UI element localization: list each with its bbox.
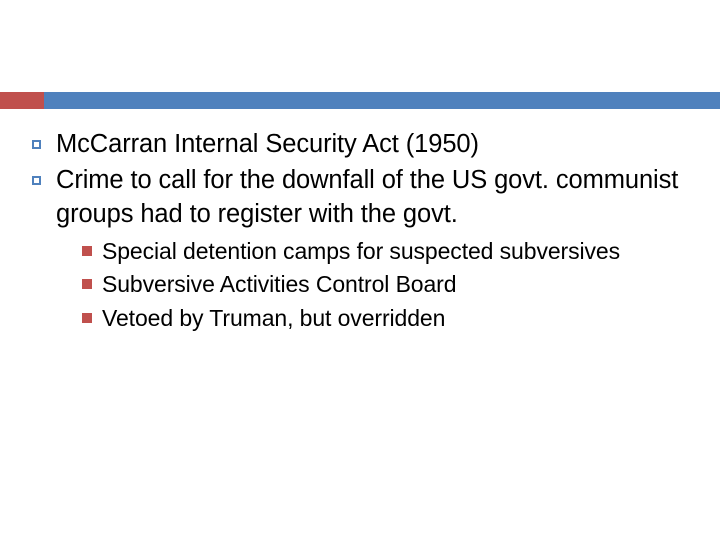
square-filled-bullet-icon bbox=[82, 246, 92, 256]
bullet-item bbox=[30, 128, 690, 162]
header-accent-right bbox=[44, 92, 720, 109]
bullet-text: Crime to call for the downfall of the US govt. communist groups had to register with the govt. bbox=[56, 165, 679, 228]
sub-bullet-item bbox=[80, 303, 690, 334]
bullet-item bbox=[30, 164, 690, 334]
square-filled-bullet-icon bbox=[82, 279, 92, 289]
sub-bullet-item bbox=[80, 269, 690, 300]
bullet-text: McCarran Internal Security Act (1950) bbox=[56, 130, 479, 158]
slide-header-bar bbox=[0, 92, 720, 109]
square-outline-bullet-icon bbox=[32, 176, 41, 185]
slide-body bbox=[30, 128, 690, 336]
square-filled-bullet-icon bbox=[82, 313, 92, 323]
sub-bullet-text: Special detention camps for suspected subversives bbox=[102, 237, 620, 264]
bullet-list-level1 bbox=[30, 128, 690, 333]
sub-bullet-text: Vetoed by Truman, but overridden bbox=[102, 304, 446, 331]
square-outline-bullet-icon bbox=[32, 140, 41, 149]
header-accent-left bbox=[0, 92, 44, 109]
sub-bullet-text: Subversive Activities Control Board bbox=[102, 271, 457, 298]
sub-bullet-item bbox=[80, 236, 690, 267]
bullet-list-level2 bbox=[56, 236, 690, 334]
